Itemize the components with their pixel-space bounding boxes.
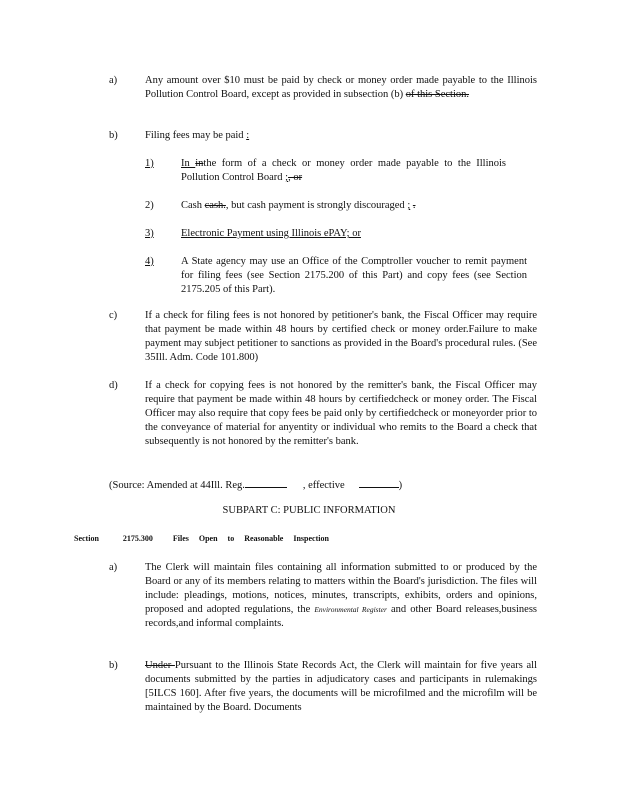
item-3-label: 3) bbox=[145, 228, 154, 239]
para-c-text: If a check for filing fees is not honored by petitioner's bank, the Fiscal Officer may require that payment be made within 48 hours by certified check or money order.Failure to make payment may subject petitioner to sanctions as provided in the Board's procedural rules. (See 35Ill. Adm. Code 101.800) bbox=[145, 310, 537, 363]
section-b-text: Under Pursuant to the Illinois State Records Act, the Clerk will maintain for five years all documents submitted by the parties in adjudicatory cases and participants in rulemakings [5ILCS 160]. After five years, the documents will be microfilmed and the microfilm will be maintained by the Board. Documents bbox=[145, 660, 537, 713]
item-2-label: 2) bbox=[145, 200, 154, 211]
item-4-label: 4) bbox=[145, 256, 154, 267]
source-note: (Source: Amended at 44Ill. Reg. , effective ) bbox=[109, 477, 429, 493]
item-1-text: In inthe form of a check or money order made payable to the Illinois Pollution Control Board ;, or bbox=[181, 158, 506, 183]
para-d-text: If a check for copying fees is not honored by the remitter's bank, the Fiscal Officer may require that payment be made within 48 hours by certifiedcheck or money order. The Fiscal Officer may also require that copy fees be paid only by certifiedcheck or moneyorder prior to the conveyance of material for anyentity or individual who remits to the Board a check that subsequently is not honored by the remitter's bank. bbox=[145, 380, 537, 447]
item-4-text: A State agency may use an Office of the Comptroller voucher to remit payment for filing fees (see Section 2175.200 of this Part) and copy fees (see Section 2175.205 of this Part). bbox=[181, 256, 527, 295]
blank-reg bbox=[245, 477, 287, 488]
blank-effective bbox=[359, 477, 399, 488]
item-1-label: 1) bbox=[145, 158, 154, 169]
section-heading: Section 2175.300 Files Open to Reasonable Inspection bbox=[74, 534, 329, 543]
environmental-register: Environmental Register bbox=[314, 605, 387, 614]
para-a-text: Any amount over $10 must be paid by check or money order made payable to the Illinois Pollution Control Board, except as provided in subsection (b) of this Section. bbox=[145, 75, 537, 100]
section-a-text: The Clerk will maintain files containing all information submitted to or produced by the Board or any of its members relating to matters within the Board's jurisdiction. The files will include: pleadings, motions, notices, minutes, transcripts, exhibits, orders and opinions, proposed and adopted regulations, the Environmental Register and other Board releases,business records,and informal complaints. bbox=[145, 562, 537, 629]
para-b-text: Filing fees may be paid : bbox=[145, 130, 250, 141]
para-a-label: a) bbox=[109, 75, 118, 86]
struck-text: of this Section. bbox=[405, 89, 470, 100]
item-3-text: Electronic Payment using Illinois ePAY; or bbox=[181, 228, 361, 239]
section-a-label: a) bbox=[109, 562, 118, 573]
para-c-label: c) bbox=[109, 310, 118, 321]
para-d-label: d) bbox=[109, 380, 118, 391]
item-2-text: Cash cash., but cash payment is strongly discouraged ; . bbox=[181, 200, 416, 211]
para-b-label: b) bbox=[109, 130, 118, 141]
section-b-label: b) bbox=[109, 660, 118, 671]
subpart-heading: SUBPART C: PUBLIC INFORMATION bbox=[222, 505, 396, 516]
